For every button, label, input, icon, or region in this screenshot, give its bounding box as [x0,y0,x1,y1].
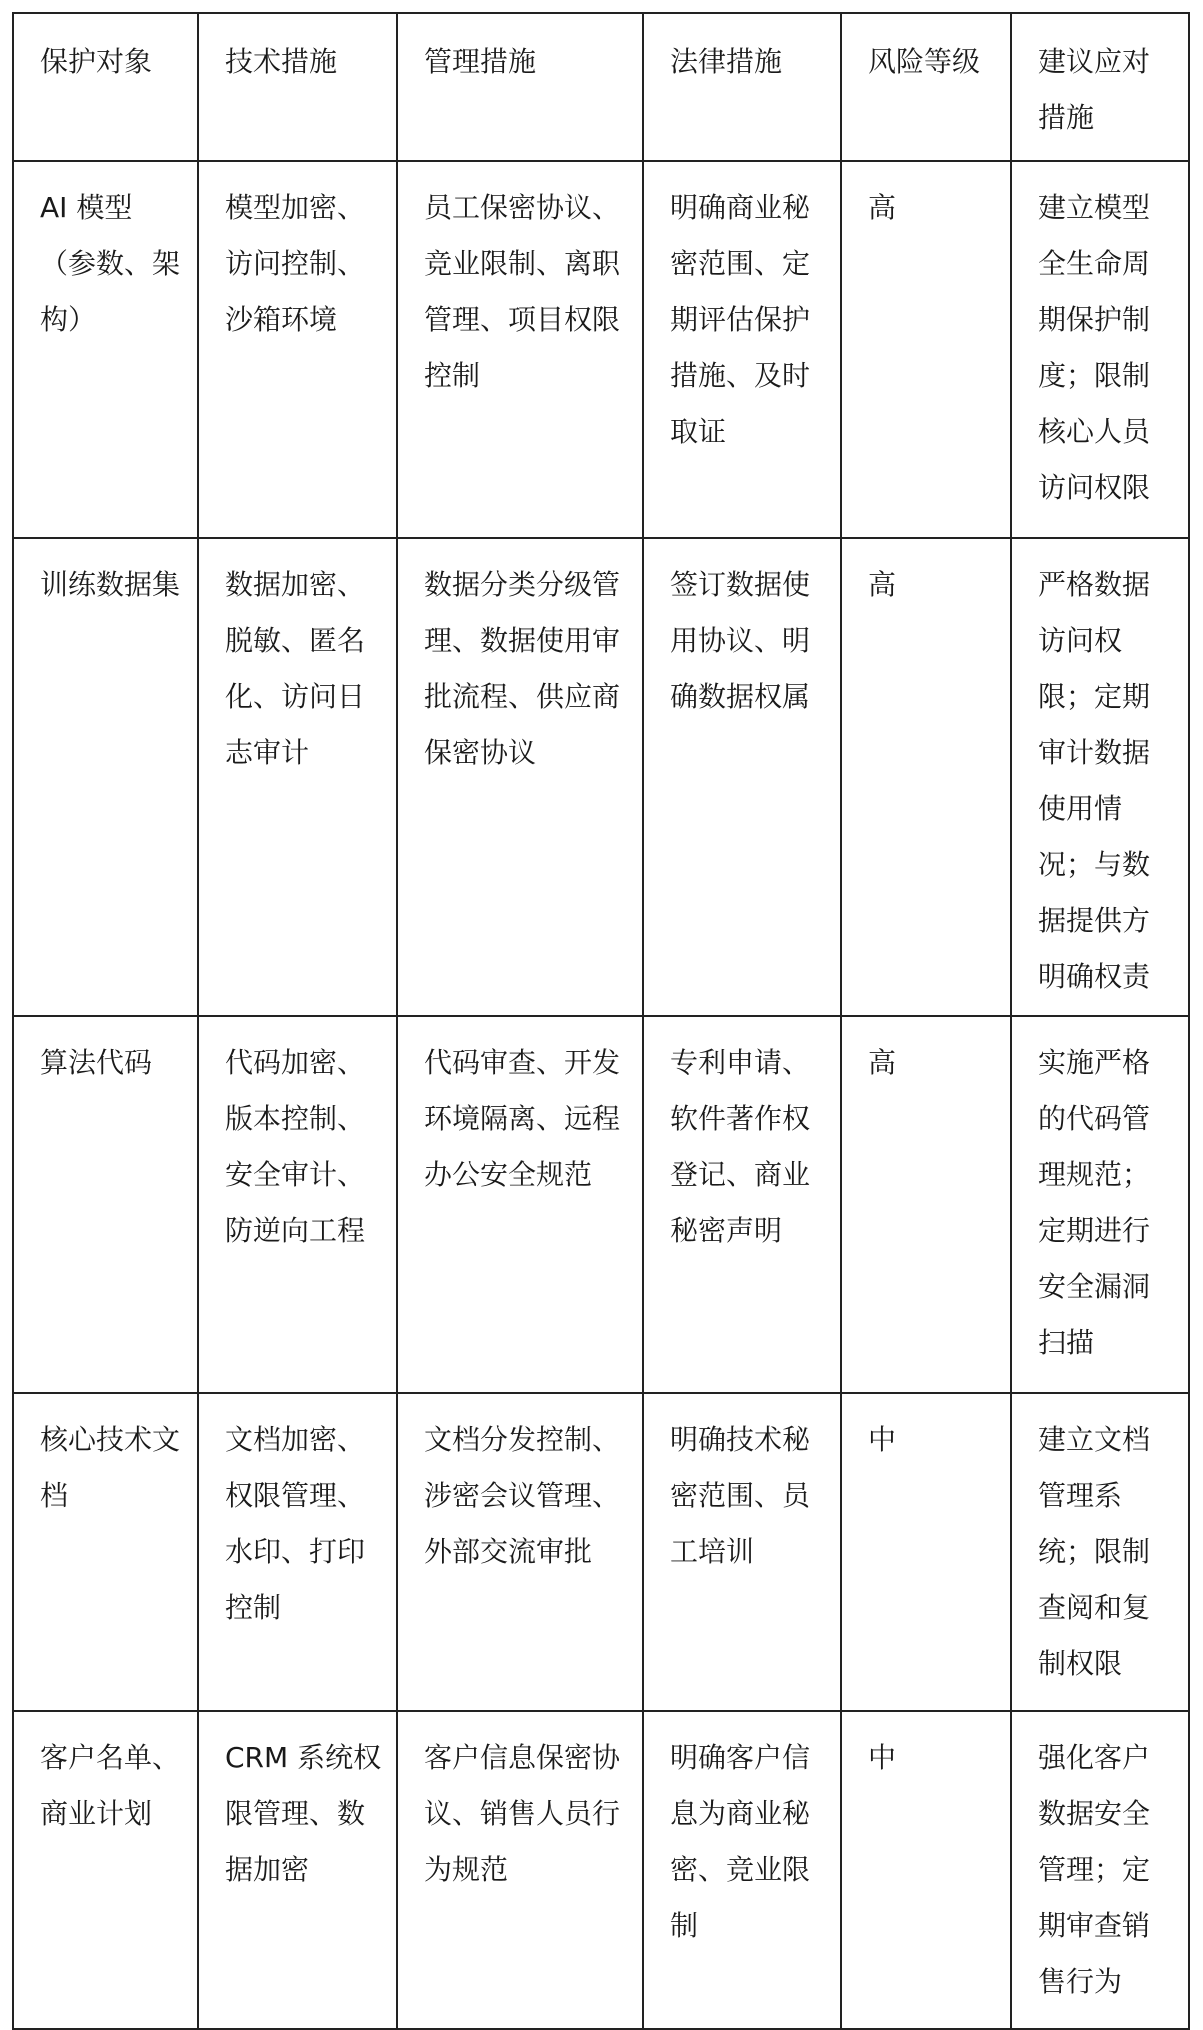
cell-management-measures: 文档分发控制、涉密会议管理、外部交流审批 [397,1393,643,1711]
table-row [13,538,1189,1016]
header-risk-level: 风险等级 [841,13,1011,161]
header-legal-measures: 法律措施 [643,13,841,161]
header-suggested-response: 建议应对措施 [1011,13,1189,161]
cell-suggested-response: 严格数据访问权限；定期审计数据使用情况；与数据提供方明确权责 [1011,538,1189,1016]
cell-technical-measures: 数据加密、脱敏、匿名化、访问日志审计 [198,538,397,1016]
cell-risk-level: 高 [841,161,1011,538]
cell-management-measures: 客户信息保密协议、销售人员行为规范 [397,1711,643,2029]
cell-legal-measures: 明确商业秘密范围、定期评估保护措施、及时取证 [643,161,841,538]
cell-management-measures: 数据分类分级管理、数据使用审批流程、供应商保密协议 [397,538,643,1016]
cell-suggested-response: 强化客户数据安全管理；定期审查销售行为 [1011,1711,1189,2029]
cell-management-measures: 员工保密协议、竞业限制、离职管理、项目权限控制 [397,161,643,538]
cell-suggested-response: 建立文档管理系统；限制查阅和复制权限 [1011,1393,1189,1711]
table-row [13,1393,1189,1711]
cell-technical-measures: CRM 系统权限管理、数据加密 [198,1711,397,2029]
cell-legal-measures: 明确技术秘密范围、员工培训 [643,1393,841,1711]
cell-suggested-response: 实施严格的代码管理规范；定期进行安全漏洞扫描 [1011,1016,1189,1393]
table-container [12,12,1190,2030]
header-protected-object: 保护对象 [13,13,198,161]
protection-measures-table [12,12,1190,2030]
table-row [13,1016,1189,1393]
cell-risk-level: 中 [841,1393,1011,1711]
cell-risk-level: 中 [841,1711,1011,2029]
cell-legal-measures: 明确客户信息为商业秘密、竞业限制 [643,1711,841,2029]
cell-legal-measures: 专利申请、软件著作权登记、商业秘密声明 [643,1016,841,1393]
cell-protected-object: 算法代码 [13,1016,198,1393]
cell-legal-measures: 签订数据使用协议、明确数据权属 [643,538,841,1016]
cell-protected-object: AI 模型（参数、架构） [13,161,198,538]
header-management-measures: 管理措施 [397,13,643,161]
cell-protected-object: 核心技术文档 [13,1393,198,1711]
cell-protected-object: 客户名单、商业计划 [13,1711,198,2029]
cell-protected-object: 训练数据集 [13,538,198,1016]
cell-technical-measures: 模型加密、访问控制、沙箱环境 [198,161,397,538]
header-technical-measures: 技术措施 [198,13,397,161]
cell-suggested-response: 建立模型全生命周期保护制度；限制核心人员访问权限 [1011,161,1189,538]
table-row [13,161,1189,538]
cell-risk-level: 高 [841,1016,1011,1393]
cell-technical-measures: 代码加密、版本控制、安全审计、防逆向工程 [198,1016,397,1393]
cell-risk-level: 高 [841,538,1011,1016]
table-row [13,1711,1189,2029]
cell-technical-measures: 文档加密、权限管理、水印、打印控制 [198,1393,397,1711]
cell-management-measures: 代码审查、开发环境隔离、远程办公安全规范 [397,1016,643,1393]
table-header-row [13,13,1189,161]
